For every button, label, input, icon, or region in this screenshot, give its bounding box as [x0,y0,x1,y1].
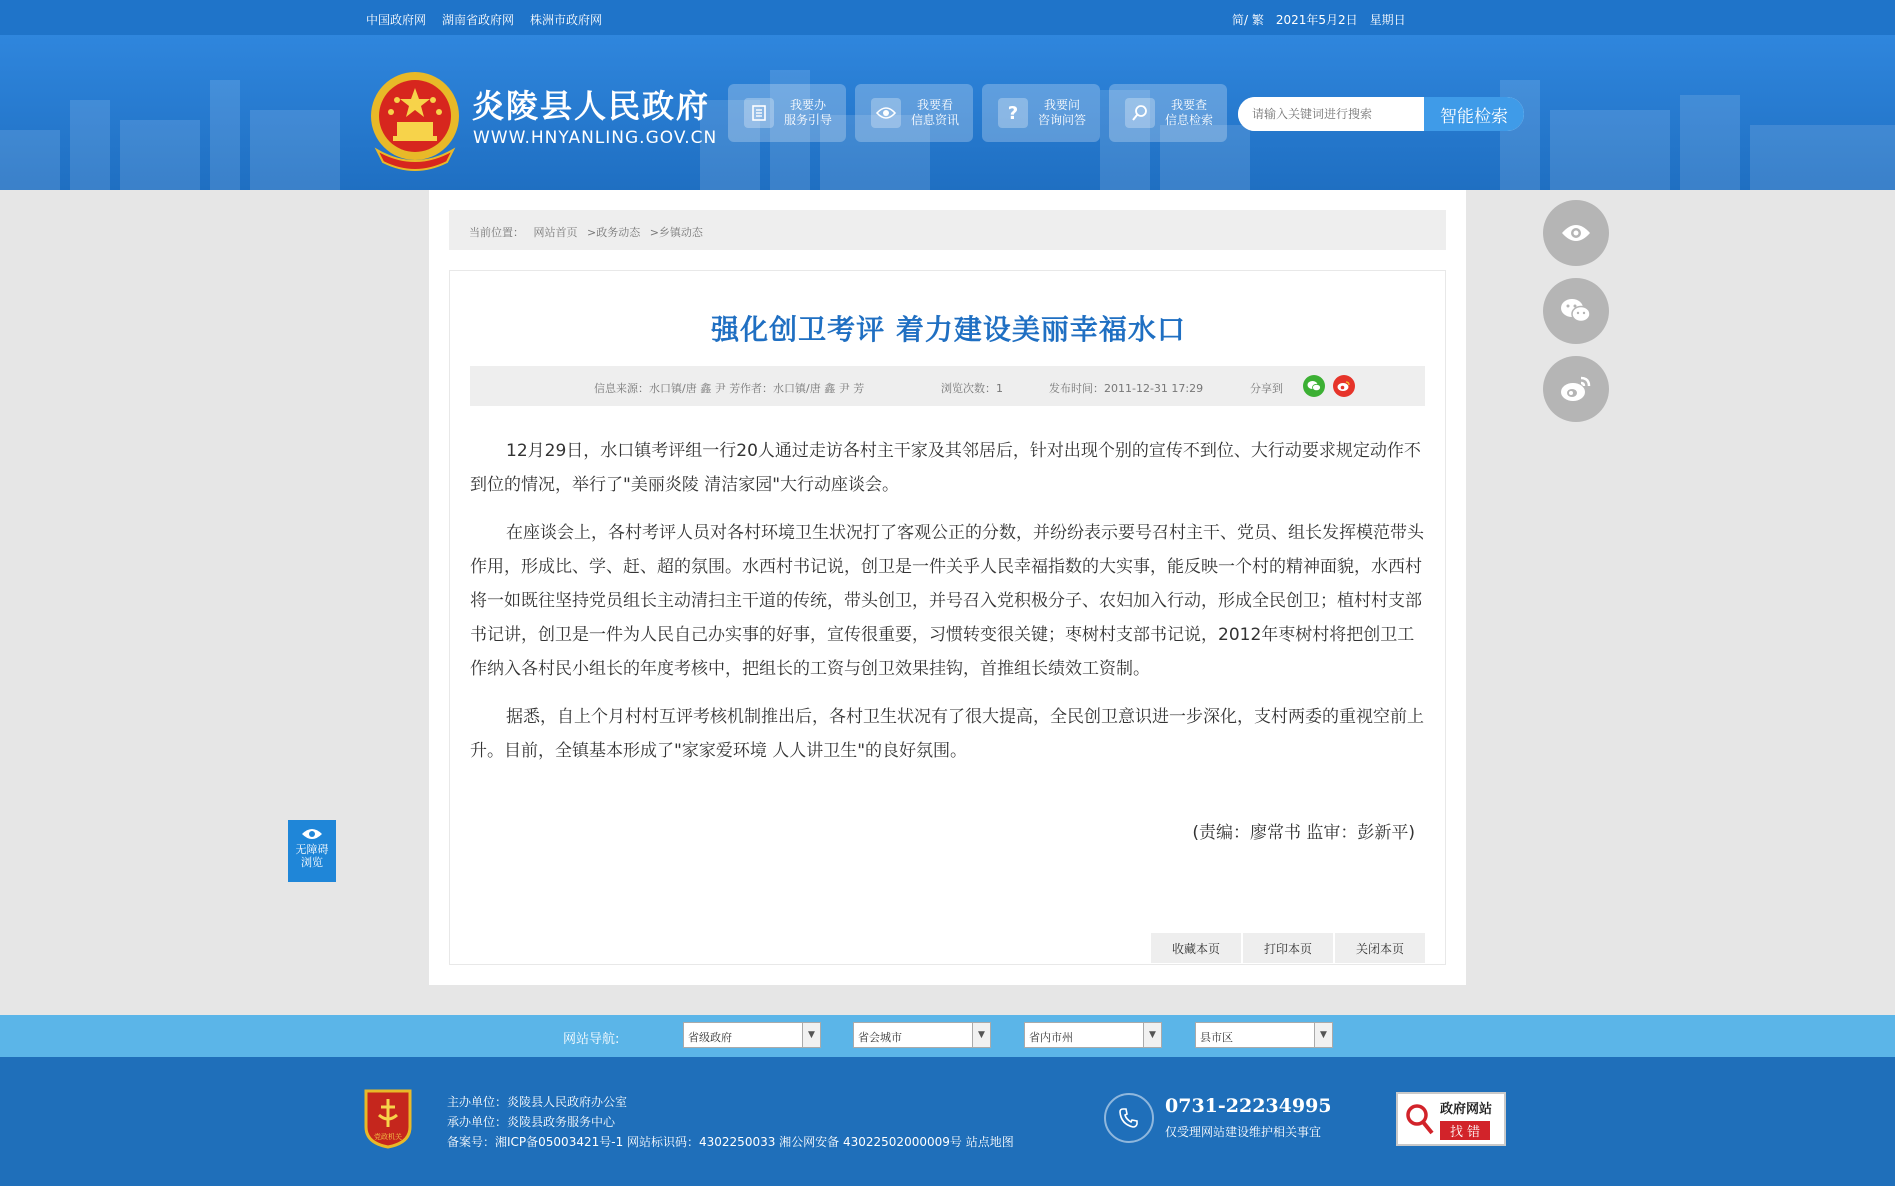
national-emblem-icon [367,70,463,174]
service-line1: 我要办 [790,98,827,112]
site-header [0,35,1895,190]
emblem-text: 党政机关 [374,1133,402,1141]
search-icon [1125,98,1155,128]
footer-record: 备案号：湘ICP备05003421号-1 网站标识码：4302250033 湘公网安备 43022502000009号 站点地图 [447,1135,1014,1149]
service-view-button[interactable] [855,84,973,142]
site-footer [0,1057,1895,1186]
breadcrumb-town-news[interactable]: >乡镇动态 [649,226,703,239]
breadcrumb-prefix: 当前位置： [469,226,524,239]
float-wechat-button[interactable] [1543,278,1609,344]
breadcrumb-home[interactable]: 网站首页 [533,226,578,239]
phone-icon [1104,1093,1154,1143]
link-central-gov[interactable]: 中国政府网 [366,13,427,27]
chevron-down-icon: ▼ [972,1023,990,1047]
wechat-share-icon[interactable] [1303,375,1325,397]
breadcrumb [449,210,1446,250]
top-links [366,11,602,28]
search-input[interactable] [1238,97,1424,131]
select-prefecture-cities[interactable] [1024,1022,1162,1048]
footer-phone: 0731-22234995 [1165,1095,1332,1117]
footer-phone-desc: 仅受理网站建设维护相关事宜 [1165,1125,1322,1139]
chevron-down-icon: ▼ [802,1023,820,1047]
select-value: 省会城市 [858,1031,902,1044]
article-signature: (责编：廖常书 监审：彭新平) [1192,823,1415,843]
meta-views: 浏览次数：1 [941,382,1003,395]
current-weekday: 星期日 [1369,13,1406,27]
document-icon [744,98,774,128]
weibo-icon [1560,375,1592,403]
magnifier-icon [1404,1101,1436,1137]
article-paragraph: 12月29日，水口镇考评组一行20人通过走访各村主干家及其邻居后，针对出现个别的宣传不到位、大行动要求规定动作不到位的情况，举行了"美丽炎陵 清洁家园"大行动座谈会。 [470,441,1421,495]
service-ask-button[interactable] [982,84,1100,142]
select-counties[interactable] [1195,1022,1333,1048]
article-actions [1151,933,1425,963]
service-handle-button[interactable] [728,84,846,142]
meta-share-label: 分享到 [1250,382,1283,395]
chevron-down-icon: ▼ [1143,1023,1161,1047]
top-bar [0,0,1895,35]
service-search-button[interactable] [1109,84,1227,142]
lang-switch[interactable]: 简/ 繁 [1232,13,1264,27]
gov-site-error-report-button[interactable] [1396,1092,1506,1146]
weibo-share-icon[interactable] [1333,375,1355,397]
top-right [1232,11,1406,28]
service-line1: 我要问 [1044,98,1081,112]
link-zhuzhou-gov[interactable]: 株洲市政府网 [530,13,603,27]
site-nav-bar [0,1015,1895,1057]
service-line1: 我要看 [917,98,954,112]
service-line2: 信息检索 [1165,113,1214,127]
footer-info [447,1092,1014,1152]
breadcrumb-gov-news[interactable]: >政务动态 [587,226,641,239]
service-line2: 咨询问答 [1038,113,1087,127]
select-value: 县市区 [1200,1031,1233,1044]
footer-host: 主办单位：炎陵县人民政府办公室 [447,1095,628,1109]
eye-icon [871,98,901,128]
site-url: WWW.HNYANLING.GOV.CN [473,128,718,148]
bookmark-page-button[interactable]: 收藏本页 [1151,933,1241,963]
eye-icon [301,828,323,840]
meta-published: 发布时间：2011-12-31 17:29 [1049,382,1204,395]
service-line1: 我要查 [1171,98,1208,112]
article-paragraph: 据悉，自上个月村村互评考核机制推出后，各村卫生状况有了很大提高，全民创卫意识进一步深化，支村两委的重视空前上升。目前，全镇基本形成了"家家爱环境 人人讲卫生"的良好氛围。 [470,707,1424,761]
select-value: 省级政府 [688,1031,732,1044]
chevron-down-icon: ▼ [1314,1023,1332,1047]
float-weibo-button[interactable] [1543,356,1609,422]
meta-source: 信息来源：水口镇/唐 鑫 尹 芳 [594,382,741,395]
article-title: 强化创卫考评 着力建设美丽幸福水口 [711,313,1186,346]
article-meta [470,366,1425,406]
article-body [470,434,1425,782]
service-line2: 信息资讯 [911,113,960,127]
select-value: 省内市州 [1029,1031,1073,1044]
select-provincial-gov[interactable] [683,1022,821,1048]
footer-organizer: 承办单位：炎陵县政务服务中心 [447,1115,616,1129]
article-paragraph: 在座谈会上，各村考评人员对各村环境卫生状况打了客观公正的分数，并纷纷表示要号召村主干、党员、组长发挥模范带头作用，形成比、学、赶、超的氛围。水西村书记说，创卫是一件关乎人民幸福指数的大实事，能反映一个村的精神面貌，水西村将一如既往坚持党员组长主动清扫主干道的传统，带头创卫，并号召入党积极分子、农妇加入行动，形成全民创卫；植村村支部书记讲，创卫是一件为人民自己办实事的好事，宣传很重要，习惯转变很关键；枣树村支部书记说，2012年枣树村将把创卫工作纳入各村民小组长的年度考核中，把组长的工资与创卫效果挂钩，首推组长绩效工资制。 [470,523,1424,679]
search-box [1238,97,1524,131]
jiucuo-line2: 找 错 [1440,1121,1490,1140]
article [449,270,1446,965]
eye-icon [1560,223,1592,243]
site-nav-label: 网站导航: [563,1032,620,1047]
service-line2: 服务引导 [784,113,833,127]
accessibility-button[interactable] [288,820,336,882]
search-button[interactable]: 智能检索 [1424,97,1524,131]
current-date: 2021年5月2日 [1275,13,1358,27]
question-icon: ? [998,98,1028,128]
close-page-button[interactable]: 关闭本页 [1335,933,1425,963]
print-page-button[interactable]: 打印本页 [1243,933,1333,963]
jiucuo-line1: 政府网站 [1440,1102,1493,1117]
link-hunan-gov[interactable]: 湖南省政府网 [442,13,515,27]
float-eye-button[interactable] [1543,200,1609,266]
meta-author: 作者：水口镇/唐 鑫 尹 芳 [740,382,865,395]
party-gov-organ-emblem-icon[interactable] [363,1087,413,1149]
site-name: 炎陵县人民政府 [472,87,711,125]
accessibility-line2: 浏览 [301,856,323,869]
accessibility-line1: 无障碍 [295,843,329,856]
wechat-icon [1560,297,1592,325]
select-capital-cities[interactable] [853,1022,991,1048]
main-panel [429,190,1466,985]
